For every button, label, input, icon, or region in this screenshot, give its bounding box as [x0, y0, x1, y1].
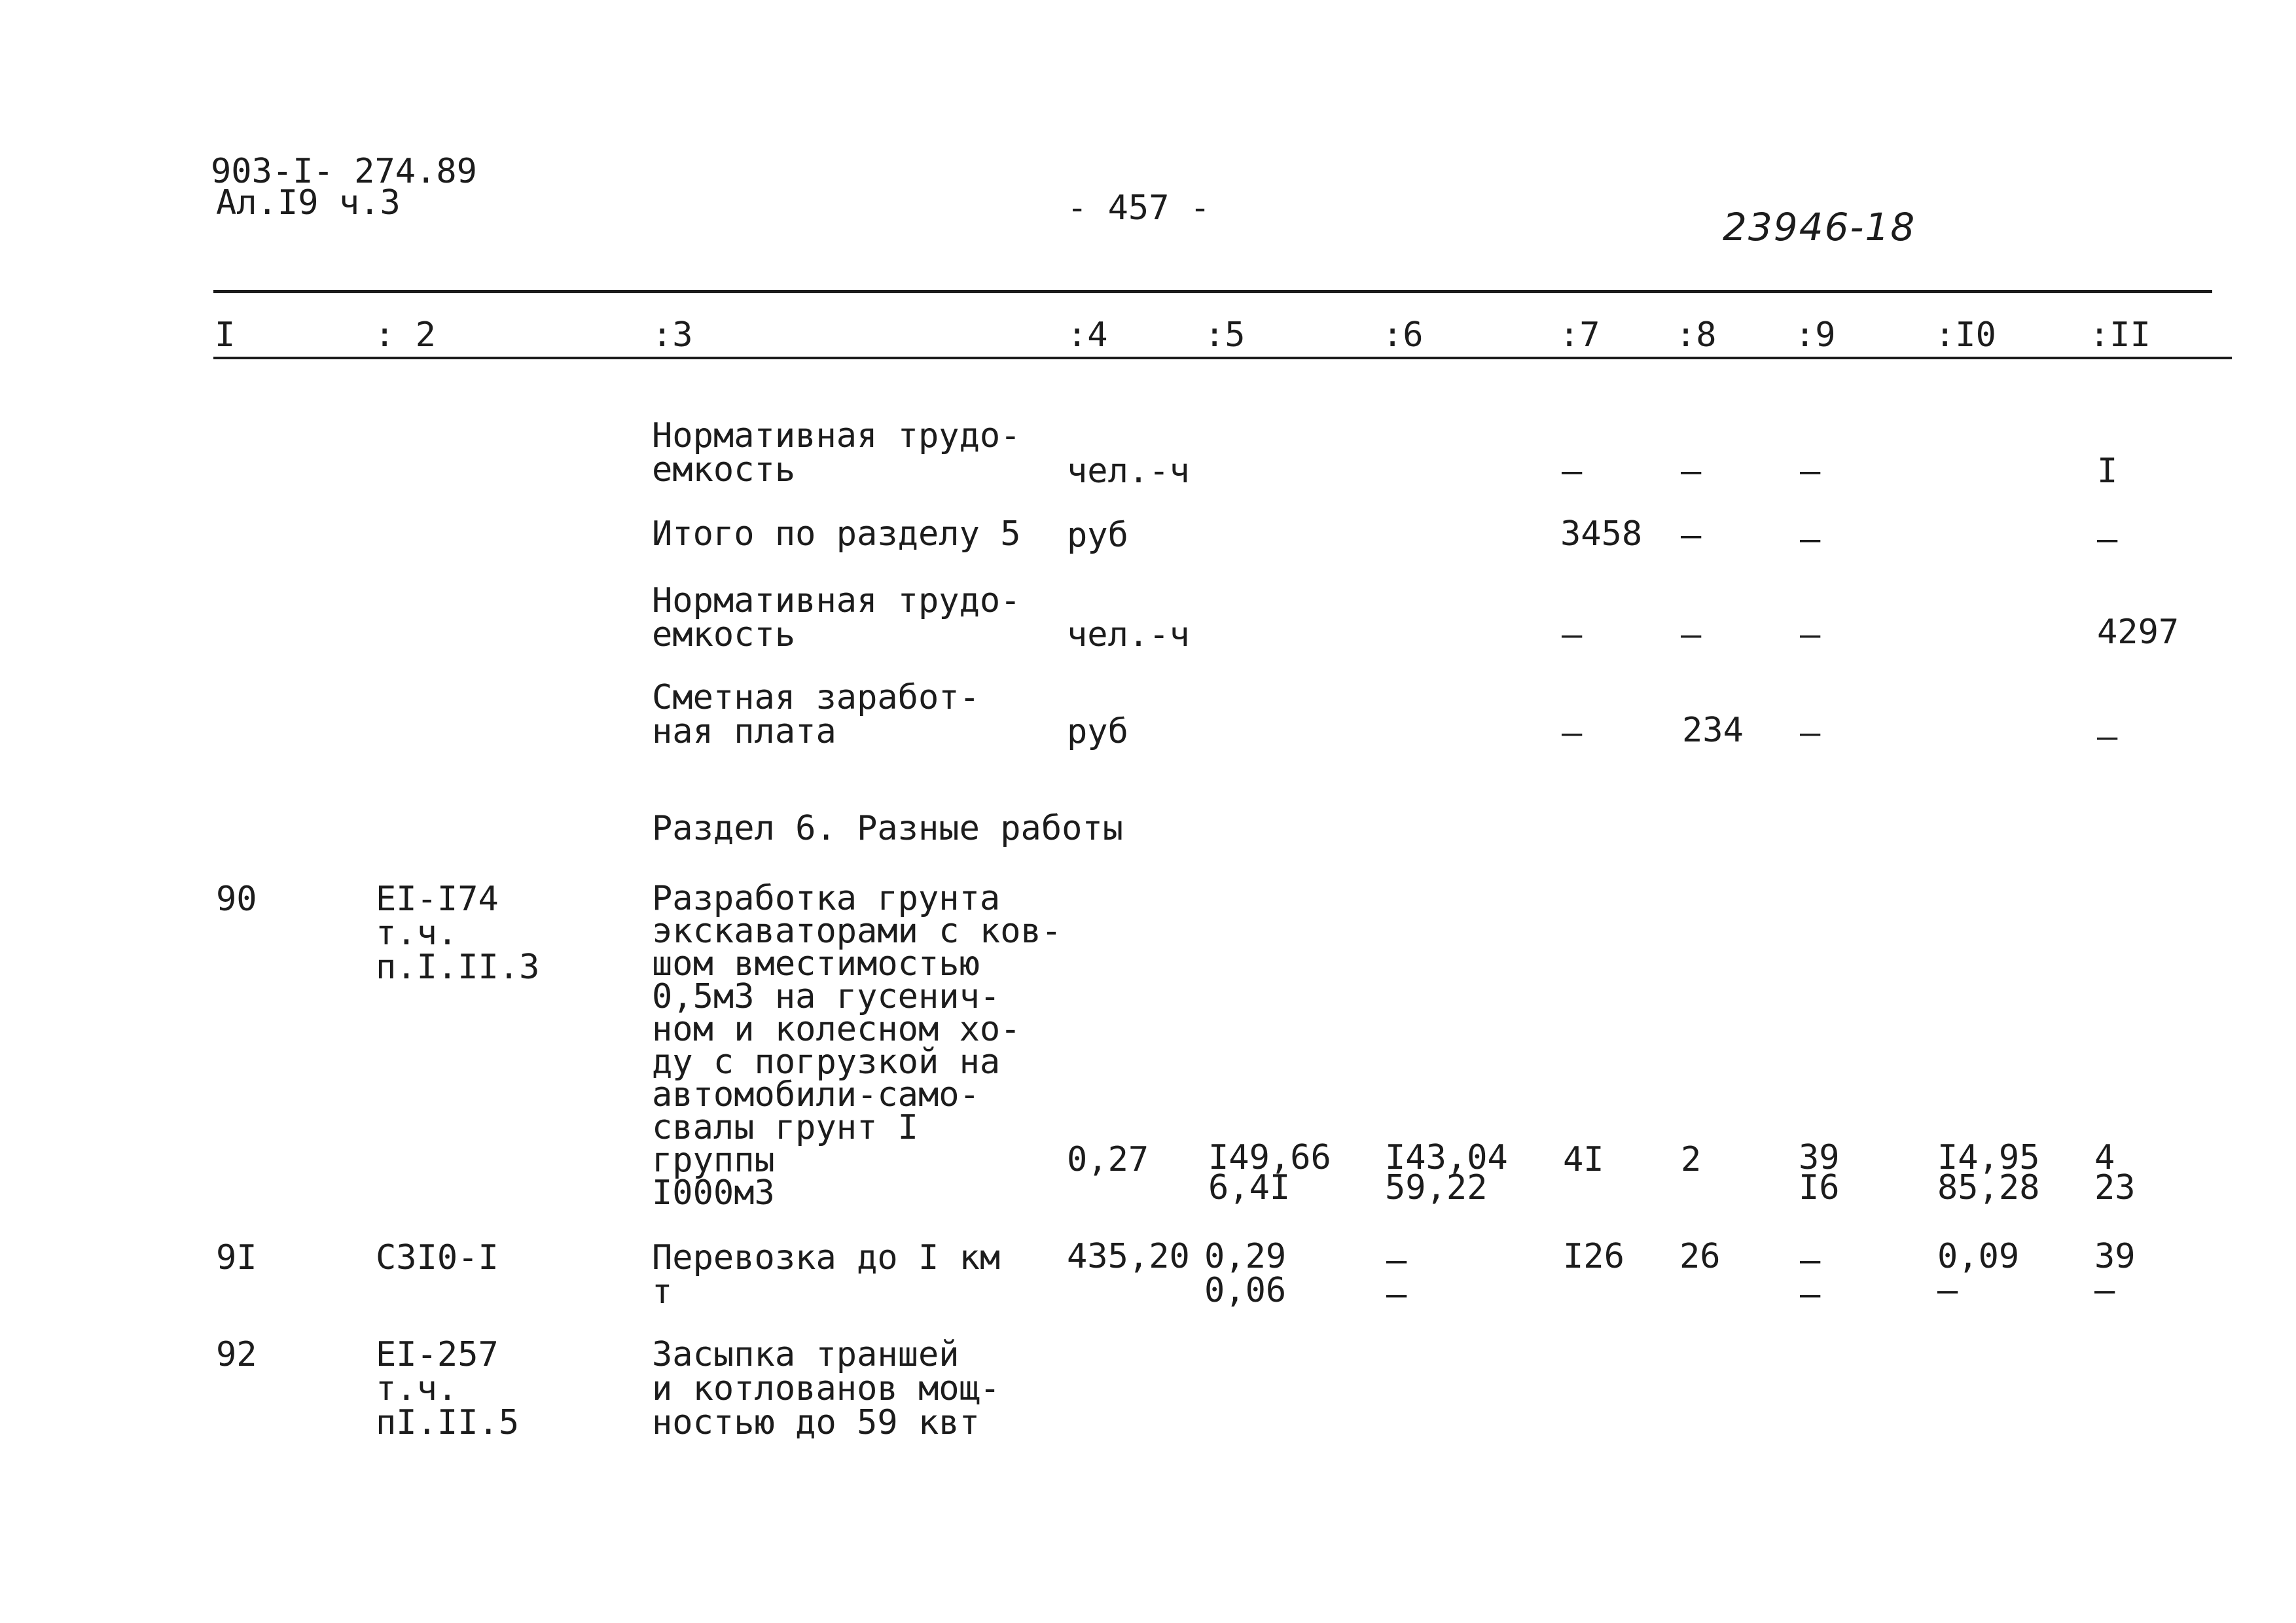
row-91-c4: 435,20: [1067, 1237, 1190, 1276]
row-91-c11: 39 –: [2094, 1237, 2136, 1310]
row-91-num: 9I: [216, 1238, 257, 1277]
row-total-section5-c11: –: [2097, 520, 2118, 559]
row-labor-2-name: Нормативная трудо- емкость: [652, 581, 1021, 654]
section-title: Раздел 6. Разные работы: [652, 809, 1124, 848]
row-91-name: Перевозка до I км т: [652, 1238, 1001, 1311]
row-labor-2-unit: чел.-ч: [1067, 615, 1190, 654]
col-header-8: :8: [1676, 315, 1717, 355]
row-labor-1-name: Нормативная трудо- емкость: [652, 416, 1021, 490]
row-90-c4: 0,27: [1067, 1140, 1149, 1179]
row-total-section5-unit: руб: [1067, 516, 1128, 555]
row-labor-1-unit: чел.-ч: [1067, 452, 1190, 491]
row-90-name: Разработка грунта экскаваторами с ков- шом вместимостью 0,5м3 на гусенич- ном и колесном хо- ду с погрузкой на автомобили-само- свалы грунт I группы I000м3: [652, 879, 1062, 1213]
row-wages-c8: 234: [1682, 711, 1744, 750]
row-wages-c11: –: [2097, 717, 2118, 757]
col-header-3: :3: [652, 315, 693, 355]
row-wages-name: Сметная заработ- ная плата: [652, 678, 980, 751]
row-90-c7: 4I: [1563, 1140, 1604, 1179]
row-91-c10: 0,09 –: [1937, 1237, 2020, 1310]
col-header-11: :II: [2089, 315, 2151, 355]
row-90-c8: 2: [1681, 1140, 1702, 1179]
row-90-c6: I43,04 59,22: [1385, 1138, 1508, 1207]
row-91-c6: – –: [1386, 1241, 1407, 1314]
row-total-section5-name: Итого по разделу 5: [652, 514, 1021, 554]
row-total-section5-c8: –: [1681, 516, 1702, 555]
row-92-num: 92: [216, 1335, 257, 1374]
row-labor-2-c7: –: [1562, 615, 1583, 654]
col-header-1: I: [215, 315, 236, 355]
row-92-name: Засыпка траншей и котлованов мощ- ностью до 59 квт: [652, 1335, 1001, 1442]
row-90-c11: 4 23: [2094, 1138, 2136, 1207]
row-92-code: ЕI-257 т.ч. пI.II.5: [376, 1335, 520, 1442]
inventory-number: 23946-18: [1723, 205, 1916, 249]
header-underline: [213, 357, 2232, 359]
row-labor-2-c11: 4297: [2097, 613, 2179, 652]
row-labor-1-c11: I: [2097, 452, 2118, 491]
row-labor-2-c9: –: [1800, 615, 1821, 654]
top-rule: [213, 290, 2212, 293]
row-wages-c9: –: [1800, 713, 1821, 753]
row-91-c5: 0,29 0,06: [1204, 1237, 1287, 1310]
row-90-c5: I49,66 6,4I: [1208, 1138, 1331, 1207]
row-90-c9: 39 I6: [1799, 1138, 1840, 1207]
row-labor-1-c9: –: [1800, 452, 1821, 491]
row-total-section5-c7: 3458: [1560, 514, 1643, 554]
col-header-2: : 2: [374, 315, 436, 355]
row-labor-2-c8: –: [1681, 615, 1702, 654]
doc-code: 903-I- 274.89: [211, 152, 477, 191]
row-90-code: ЕI-I74 т.ч. п.I.II.3: [376, 880, 540, 987]
row-wages-c7: –: [1562, 713, 1583, 753]
row-labor-1-c8: –: [1681, 452, 1702, 491]
row-90-c10: I4,95 85,28: [1937, 1138, 2040, 1207]
col-header-5: :5: [1204, 315, 1246, 355]
row-total-section5-c9: –: [1800, 520, 1821, 559]
col-header-6: :6: [1382, 315, 1424, 355]
col-header-10: :I0: [1935, 315, 1996, 355]
page-number: - 457 -: [1067, 188, 1211, 228]
row-wages-unit: руб: [1067, 712, 1128, 751]
row-91-c8: 26: [1679, 1237, 1721, 1276]
row-91-c9: – –: [1800, 1241, 1821, 1314]
col-header-7: :7: [1559, 315, 1600, 355]
row-90-num: 90: [216, 880, 257, 919]
col-header-4: :4: [1067, 315, 1108, 355]
row-labor-1-c7: –: [1562, 452, 1583, 491]
row-91-c7: I26: [1563, 1237, 1624, 1276]
col-header-9: :9: [1795, 315, 1836, 355]
album-part: Ал.I9 ч.3: [216, 183, 401, 223]
row-91-code: С3I0-I: [376, 1238, 499, 1277]
